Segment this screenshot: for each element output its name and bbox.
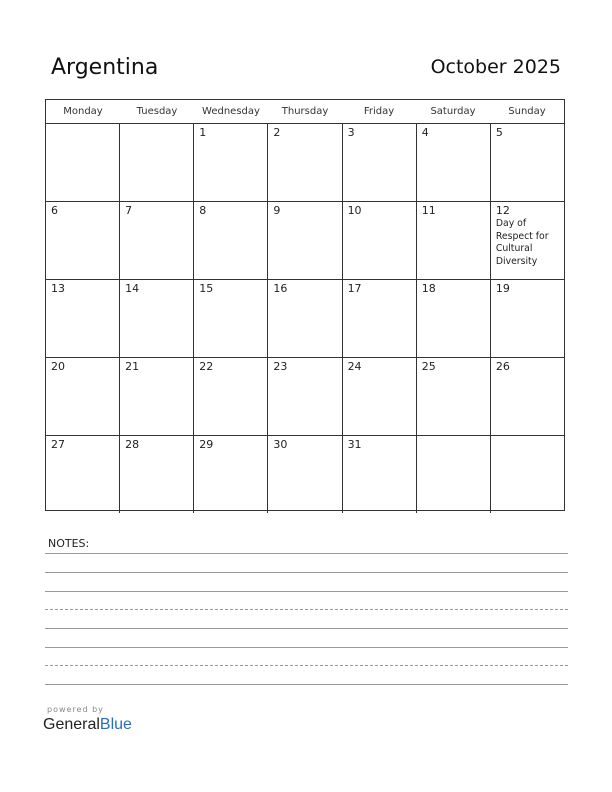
notes-line bbox=[45, 628, 568, 629]
day-cell bbox=[417, 358, 491, 435]
brand-general: General bbox=[43, 716, 100, 733]
day-cell bbox=[268, 202, 342, 279]
notes-line bbox=[45, 553, 568, 554]
day-cell bbox=[46, 280, 120, 357]
notes-line bbox=[45, 647, 568, 648]
week-row-3 bbox=[46, 280, 564, 358]
weekday-saturday: Saturday bbox=[430, 106, 476, 117]
day-cell bbox=[491, 358, 564, 435]
day-number: 31 bbox=[347, 438, 362, 451]
day-cell bbox=[343, 436, 417, 513]
weekday-monday: Monday bbox=[63, 106, 103, 117]
notes-label: NOTES: bbox=[48, 537, 90, 550]
day-cell bbox=[194, 280, 268, 357]
day-number: 24 bbox=[347, 360, 362, 373]
day-number: 14 bbox=[125, 282, 140, 295]
day-number: 2 bbox=[273, 126, 281, 139]
day-cell bbox=[417, 202, 491, 279]
generalblue-logo[interactable] bbox=[43, 716, 132, 734]
day-number: 29 bbox=[199, 438, 214, 451]
day-cell bbox=[343, 202, 417, 279]
weekday-sunday: Sunday bbox=[508, 106, 546, 117]
month-year-title: October 2025 bbox=[430, 56, 561, 78]
day-cell bbox=[491, 202, 564, 279]
brand-blue: Blue bbox=[99, 716, 132, 733]
day-number: 18 bbox=[421, 282, 436, 295]
day-number: 21 bbox=[125, 360, 140, 373]
day-number: 20 bbox=[51, 360, 65, 373]
weekday-tuesday: Tuesday bbox=[136, 106, 178, 117]
day-number: 15 bbox=[199, 282, 214, 295]
day-number: 8 bbox=[199, 204, 207, 217]
notes-line bbox=[45, 572, 568, 573]
day-number: 1 bbox=[199, 126, 207, 139]
day-number: 4 bbox=[421, 126, 429, 139]
notes-line bbox=[45, 684, 568, 685]
day-cell bbox=[46, 436, 120, 513]
week-row-5 bbox=[46, 436, 564, 513]
powered-by-text: powered by bbox=[47, 705, 104, 714]
week-row-2 bbox=[46, 202, 564, 280]
day-cell bbox=[491, 124, 564, 201]
day-cell bbox=[194, 202, 268, 279]
day-number: 26 bbox=[495, 360, 510, 373]
weekday-wednesday: Wednesday bbox=[202, 106, 260, 117]
day-cell bbox=[268, 124, 342, 201]
day-cell bbox=[417, 280, 491, 357]
day-cell bbox=[120, 436, 194, 513]
day-number: 17 bbox=[347, 282, 362, 295]
notes-line bbox=[45, 609, 568, 610]
day-number: 10 bbox=[347, 204, 362, 217]
day-cell bbox=[194, 358, 268, 435]
day-number: 3 bbox=[347, 126, 355, 139]
day-cell bbox=[194, 436, 268, 513]
day-cell bbox=[120, 280, 194, 357]
day-cell bbox=[120, 358, 194, 435]
day-cell bbox=[120, 124, 194, 201]
day-number: 9 bbox=[273, 204, 281, 217]
weekday-header-row bbox=[46, 100, 564, 124]
day-number: 28 bbox=[125, 438, 140, 451]
day-cell bbox=[268, 280, 342, 357]
weekday-thursday: Thursday bbox=[281, 106, 329, 117]
day-number: 22 bbox=[199, 360, 214, 373]
holiday-label: Day of Respect for Cultural Diversity bbox=[495, 218, 549, 267]
day-number: 12 bbox=[495, 204, 510, 217]
day-number: 7 bbox=[125, 204, 133, 217]
day-cell bbox=[417, 124, 491, 201]
day-number: 5 bbox=[495, 126, 503, 139]
day-number: 19 bbox=[495, 282, 510, 295]
day-number: 27 bbox=[51, 438, 65, 451]
day-cell bbox=[343, 280, 417, 357]
day-cell bbox=[417, 436, 491, 513]
notes-line bbox=[45, 591, 568, 592]
calendar-grid bbox=[45, 99, 565, 511]
week-row-4 bbox=[46, 358, 564, 436]
weekday-friday: Friday bbox=[363, 106, 395, 117]
day-number: 30 bbox=[273, 438, 288, 451]
day-cell bbox=[343, 358, 417, 435]
notes-line bbox=[45, 665, 568, 666]
week-row-1 bbox=[46, 124, 564, 202]
day-number: 23 bbox=[273, 360, 288, 373]
day-number: 6 bbox=[51, 204, 58, 217]
day-cell bbox=[491, 436, 564, 513]
day-cell bbox=[268, 436, 342, 513]
day-cell bbox=[46, 202, 120, 279]
day-number: 16 bbox=[273, 282, 288, 295]
day-cell bbox=[120, 202, 194, 279]
day-cell bbox=[46, 358, 120, 435]
country-title: Argentina bbox=[51, 55, 159, 80]
day-number: 25 bbox=[421, 360, 436, 373]
day-cell bbox=[268, 358, 342, 435]
day-cell bbox=[194, 124, 268, 201]
day-cell bbox=[343, 124, 417, 201]
day-cell bbox=[46, 124, 120, 201]
day-number: 11 bbox=[421, 204, 436, 217]
day-cell bbox=[491, 280, 564, 357]
day-number: 13 bbox=[51, 282, 65, 295]
